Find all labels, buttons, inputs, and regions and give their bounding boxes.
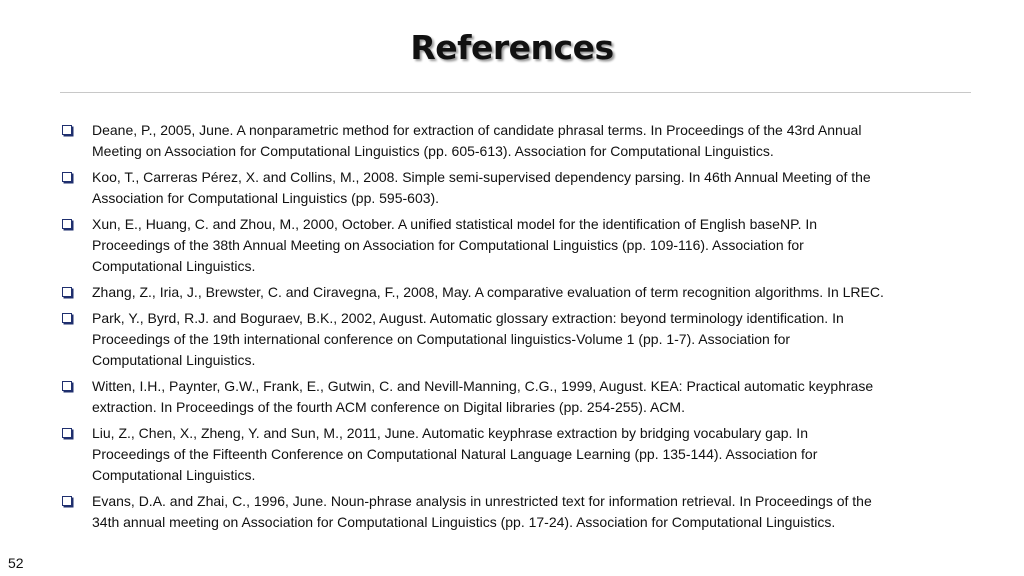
square-bullet-icon	[62, 313, 72, 323]
reference-item	[60, 214, 980, 277]
reference-item	[60, 120, 980, 162]
reference-text-line: Liu, Z., Chen, X., Zheng, Y. and Sun, M., 2011, June. Automatic keyphrase extraction by bridging vocabulary gap. In	[92, 425, 808, 441]
reference-item	[60, 167, 980, 209]
reference-item	[60, 308, 980, 371]
reference-text-line: Park, Y., Byrd, R.J. and Boguraev, B.K., 2002, August. Automatic glossary extraction: beyond terminology identification. In	[92, 310, 844, 326]
reference-text-line: Deane, P., 2005, June. A nonparametric method for extraction of candidate phrasal terms. In Proceedings of the 43rd Annual	[92, 122, 862, 138]
reference-text-line: Proceedings of the Fifteenth Conference on Computational Natural Language Learning (pp. 135-144). Association for	[92, 446, 818, 462]
reference-text-line: 34th annual meeting on Association for Computational Linguistics (pp. 17-24). Association for Computational Linguistics.	[92, 514, 836, 530]
square-bullet-icon	[62, 172, 72, 182]
square-bullet-icon	[62, 381, 72, 391]
square-bullet-icon	[62, 428, 72, 438]
reference-item	[60, 423, 980, 486]
reference-text-line: Koo, T., Carreras Pérez, X. and Collins, M., 2008. Simple semi-supervised dependency parsing. In 46th Annual Meeting of the	[92, 169, 871, 185]
reference-text-line: Witten, I.H., Paynter, G.W., Frank, E., Gutwin, C. and Nevill-Manning, C.G., 1999, August. KEA: Practical automatic keyphrase	[92, 378, 874, 394]
square-bullet-icon	[62, 125, 72, 135]
title-divider	[60, 92, 971, 93]
reference-list	[60, 120, 980, 538]
reference-item	[60, 376, 980, 418]
reference-text-line: Proceedings of the 38th Annual Meeting on Association for Computational Linguistics (pp. 109-116). Association for	[92, 237, 804, 253]
reference-text-line: Association for Computational Linguistics (pp. 595-603).	[92, 190, 440, 206]
reference-text-line: Xun, E., Huang, C. and Zhou, M., 2000, October. A unified statistical model for the identification of English baseNP. In	[92, 216, 818, 232]
reference-text-line: Zhang, Z., Iria, J., Brewster, C. and Ciravegna, F., 2008, May. A comparative evaluation of term recognition algorithms. In LREC.	[92, 284, 884, 300]
reference-item	[60, 282, 980, 303]
slide-title: References	[410, 28, 614, 67]
reference-text-line: Proceedings of the 19th international conference on Computational linguistics-Volume 1 (pp. 1-7). Association for	[92, 331, 791, 347]
reference-text-line: extraction. In Proceedings of the fourth ACM conference on Digital libraries (pp. 254-255). ACM.	[92, 399, 685, 415]
reference-text-line: Computational Linguistics.	[92, 352, 256, 368]
page-number: 52	[8, 555, 24, 571]
reference-text-line: Meeting on Association for Computational Linguistics (pp. 605-613). Association for Computational Linguistics.	[92, 143, 774, 159]
reference-text-line: Evans, D.A. and Zhai, C., 1996, June. Noun-phrase analysis in unrestricted text for information retrieval. In Proceedings of the	[92, 493, 872, 509]
square-bullet-icon	[62, 219, 72, 229]
square-bullet-icon	[62, 287, 72, 297]
reference-text-line: Computational Linguistics.	[92, 467, 256, 483]
reference-item	[60, 491, 980, 533]
square-bullet-icon	[62, 496, 72, 506]
reference-text-line: Computational Linguistics.	[92, 258, 256, 274]
